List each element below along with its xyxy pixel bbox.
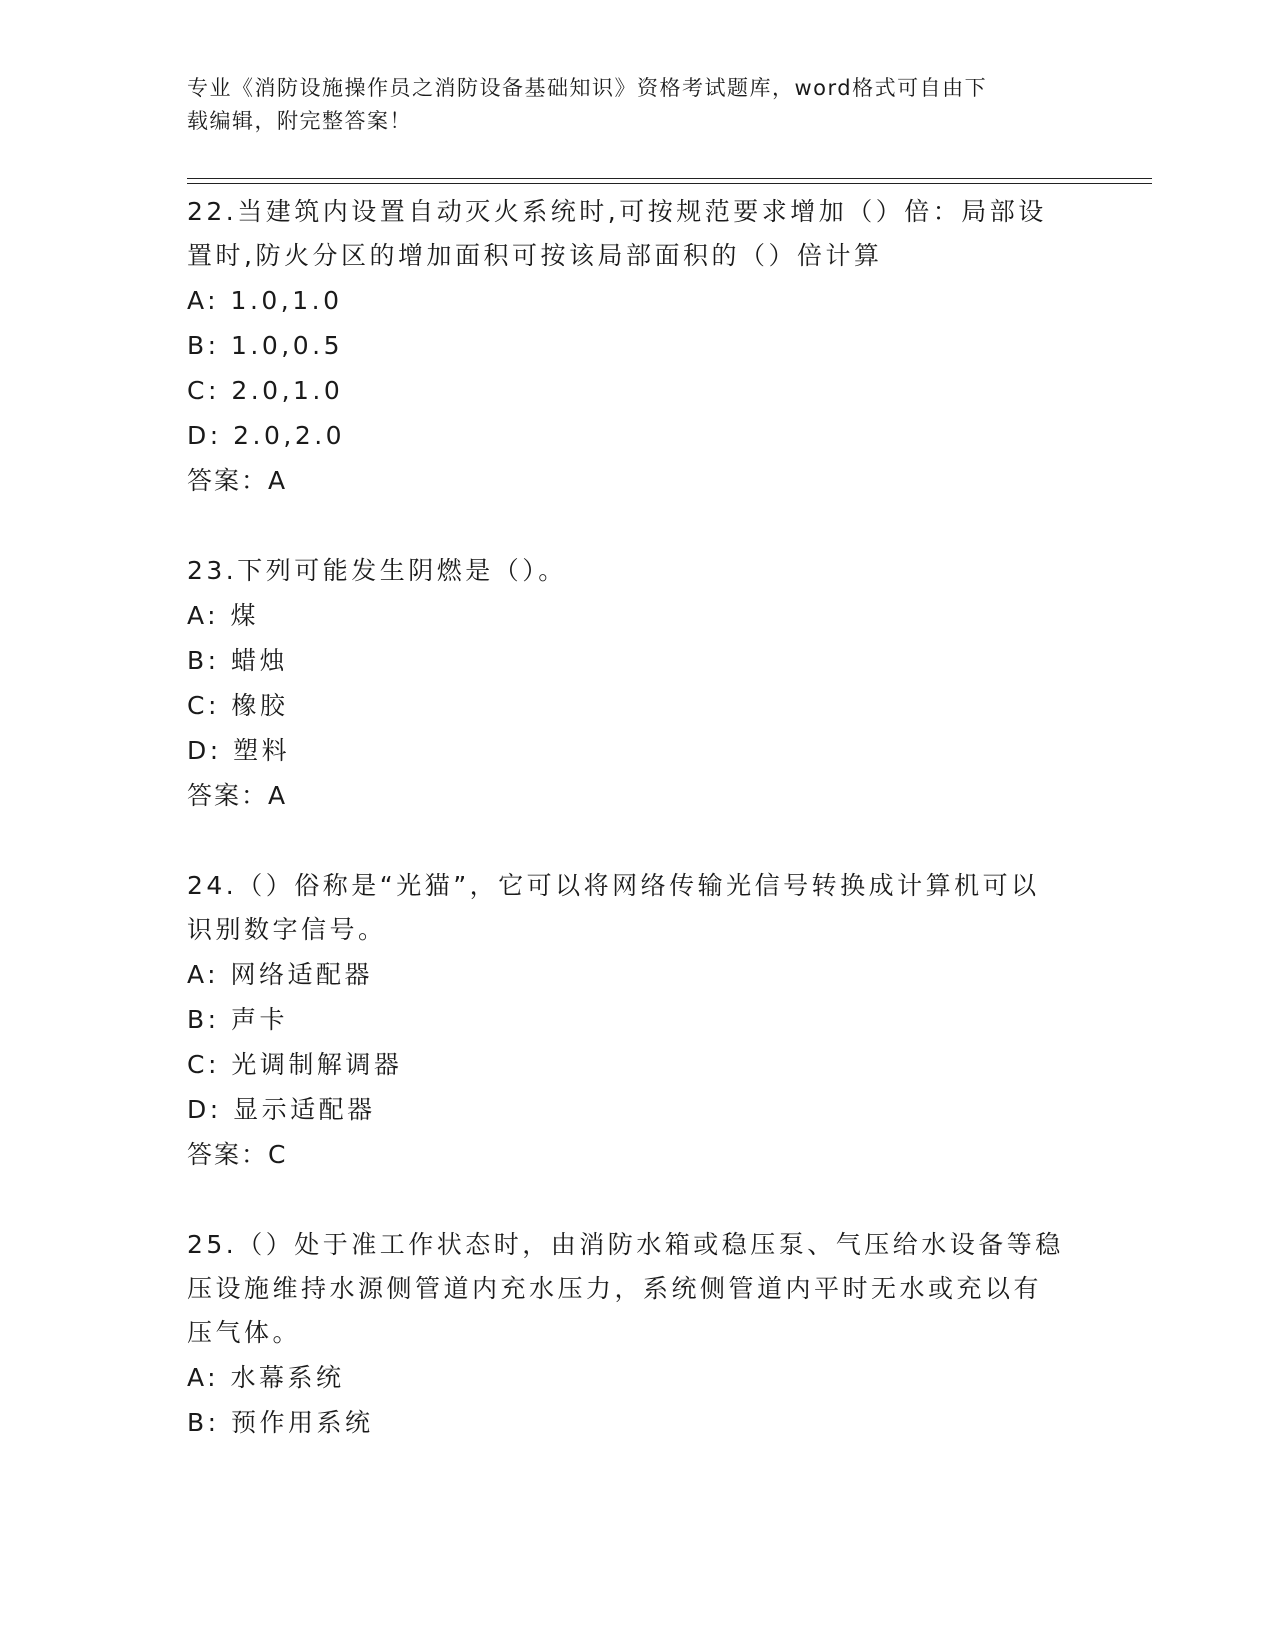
option-b: B: 预作用系统 [187, 1408, 374, 1437]
question-stem-line: 25.（）处于准工作状态时，由消防水箱或稳压泵、气压给水设备等稳 [187, 1230, 1064, 1259]
option-a: A: 网络适配器 [187, 960, 374, 989]
question-stem-line: 压设施维持水源侧管道内充水压力，系统侧管道内平时无水或充以有 [187, 1274, 1043, 1303]
spacer [187, 1177, 1087, 1223]
option-d: D: 塑料 [187, 736, 291, 765]
page-header [187, 72, 1067, 138]
option-a: A: 煤 [187, 601, 260, 630]
question-24 [187, 864, 1087, 1177]
option-b: B: 蜡烛 [187, 646, 289, 675]
header-divider-bottom [187, 183, 1152, 184]
question-stem-line: 22.当建筑内设置自动灭火系统时,可按规范要求增加（）倍：局部设 [187, 197, 1047, 226]
option-d: D: 显示适配器 [187, 1095, 376, 1124]
option-a: A: 1.0,1.0 [187, 286, 343, 315]
option-d: D: 2.0,2.0 [187, 421, 346, 450]
question-list [187, 190, 1087, 1445]
question-stem-line: 压气体。 [187, 1318, 302, 1347]
question-stem-line: 23.下列可能发生阴燃是（）。 [187, 556, 567, 585]
option-b: B: 1.0,0.5 [187, 331, 343, 360]
option-c: C: 光调制解调器 [187, 1050, 403, 1079]
question-25 [187, 1223, 1087, 1445]
answer-line: 答案：A [187, 781, 288, 810]
question-stem-line: 置时,防火分区的增加面积可按该局部面积的（）倍计算 [187, 241, 883, 270]
header-line-2: 载编辑，附完整答案！ [187, 109, 412, 133]
option-b: B: 声卡 [187, 1005, 289, 1034]
option-c: C: 2.0,1.0 [187, 376, 344, 405]
header-divider-top [187, 178, 1152, 179]
spacer [187, 503, 1087, 549]
question-23 [187, 549, 1087, 818]
spacer [187, 818, 1087, 864]
question-stem-line: 24.（）俗称是“光猫”，它可以将网络传输光信号转换成计算机可以 [187, 871, 1040, 900]
header-line-1: 专业《消防设施操作员之消防设备基础知识》资格考试题库，word格式可自由下 [187, 76, 988, 100]
question-stem-line: 识别数字信号。 [187, 915, 387, 944]
option-a: A: 水幕系统 [187, 1363, 345, 1392]
answer-line: 答案：C [187, 1140, 288, 1169]
answer-line: 答案：A [187, 466, 288, 495]
question-22 [187, 190, 1087, 503]
option-c: C: 橡胶 [187, 691, 289, 720]
